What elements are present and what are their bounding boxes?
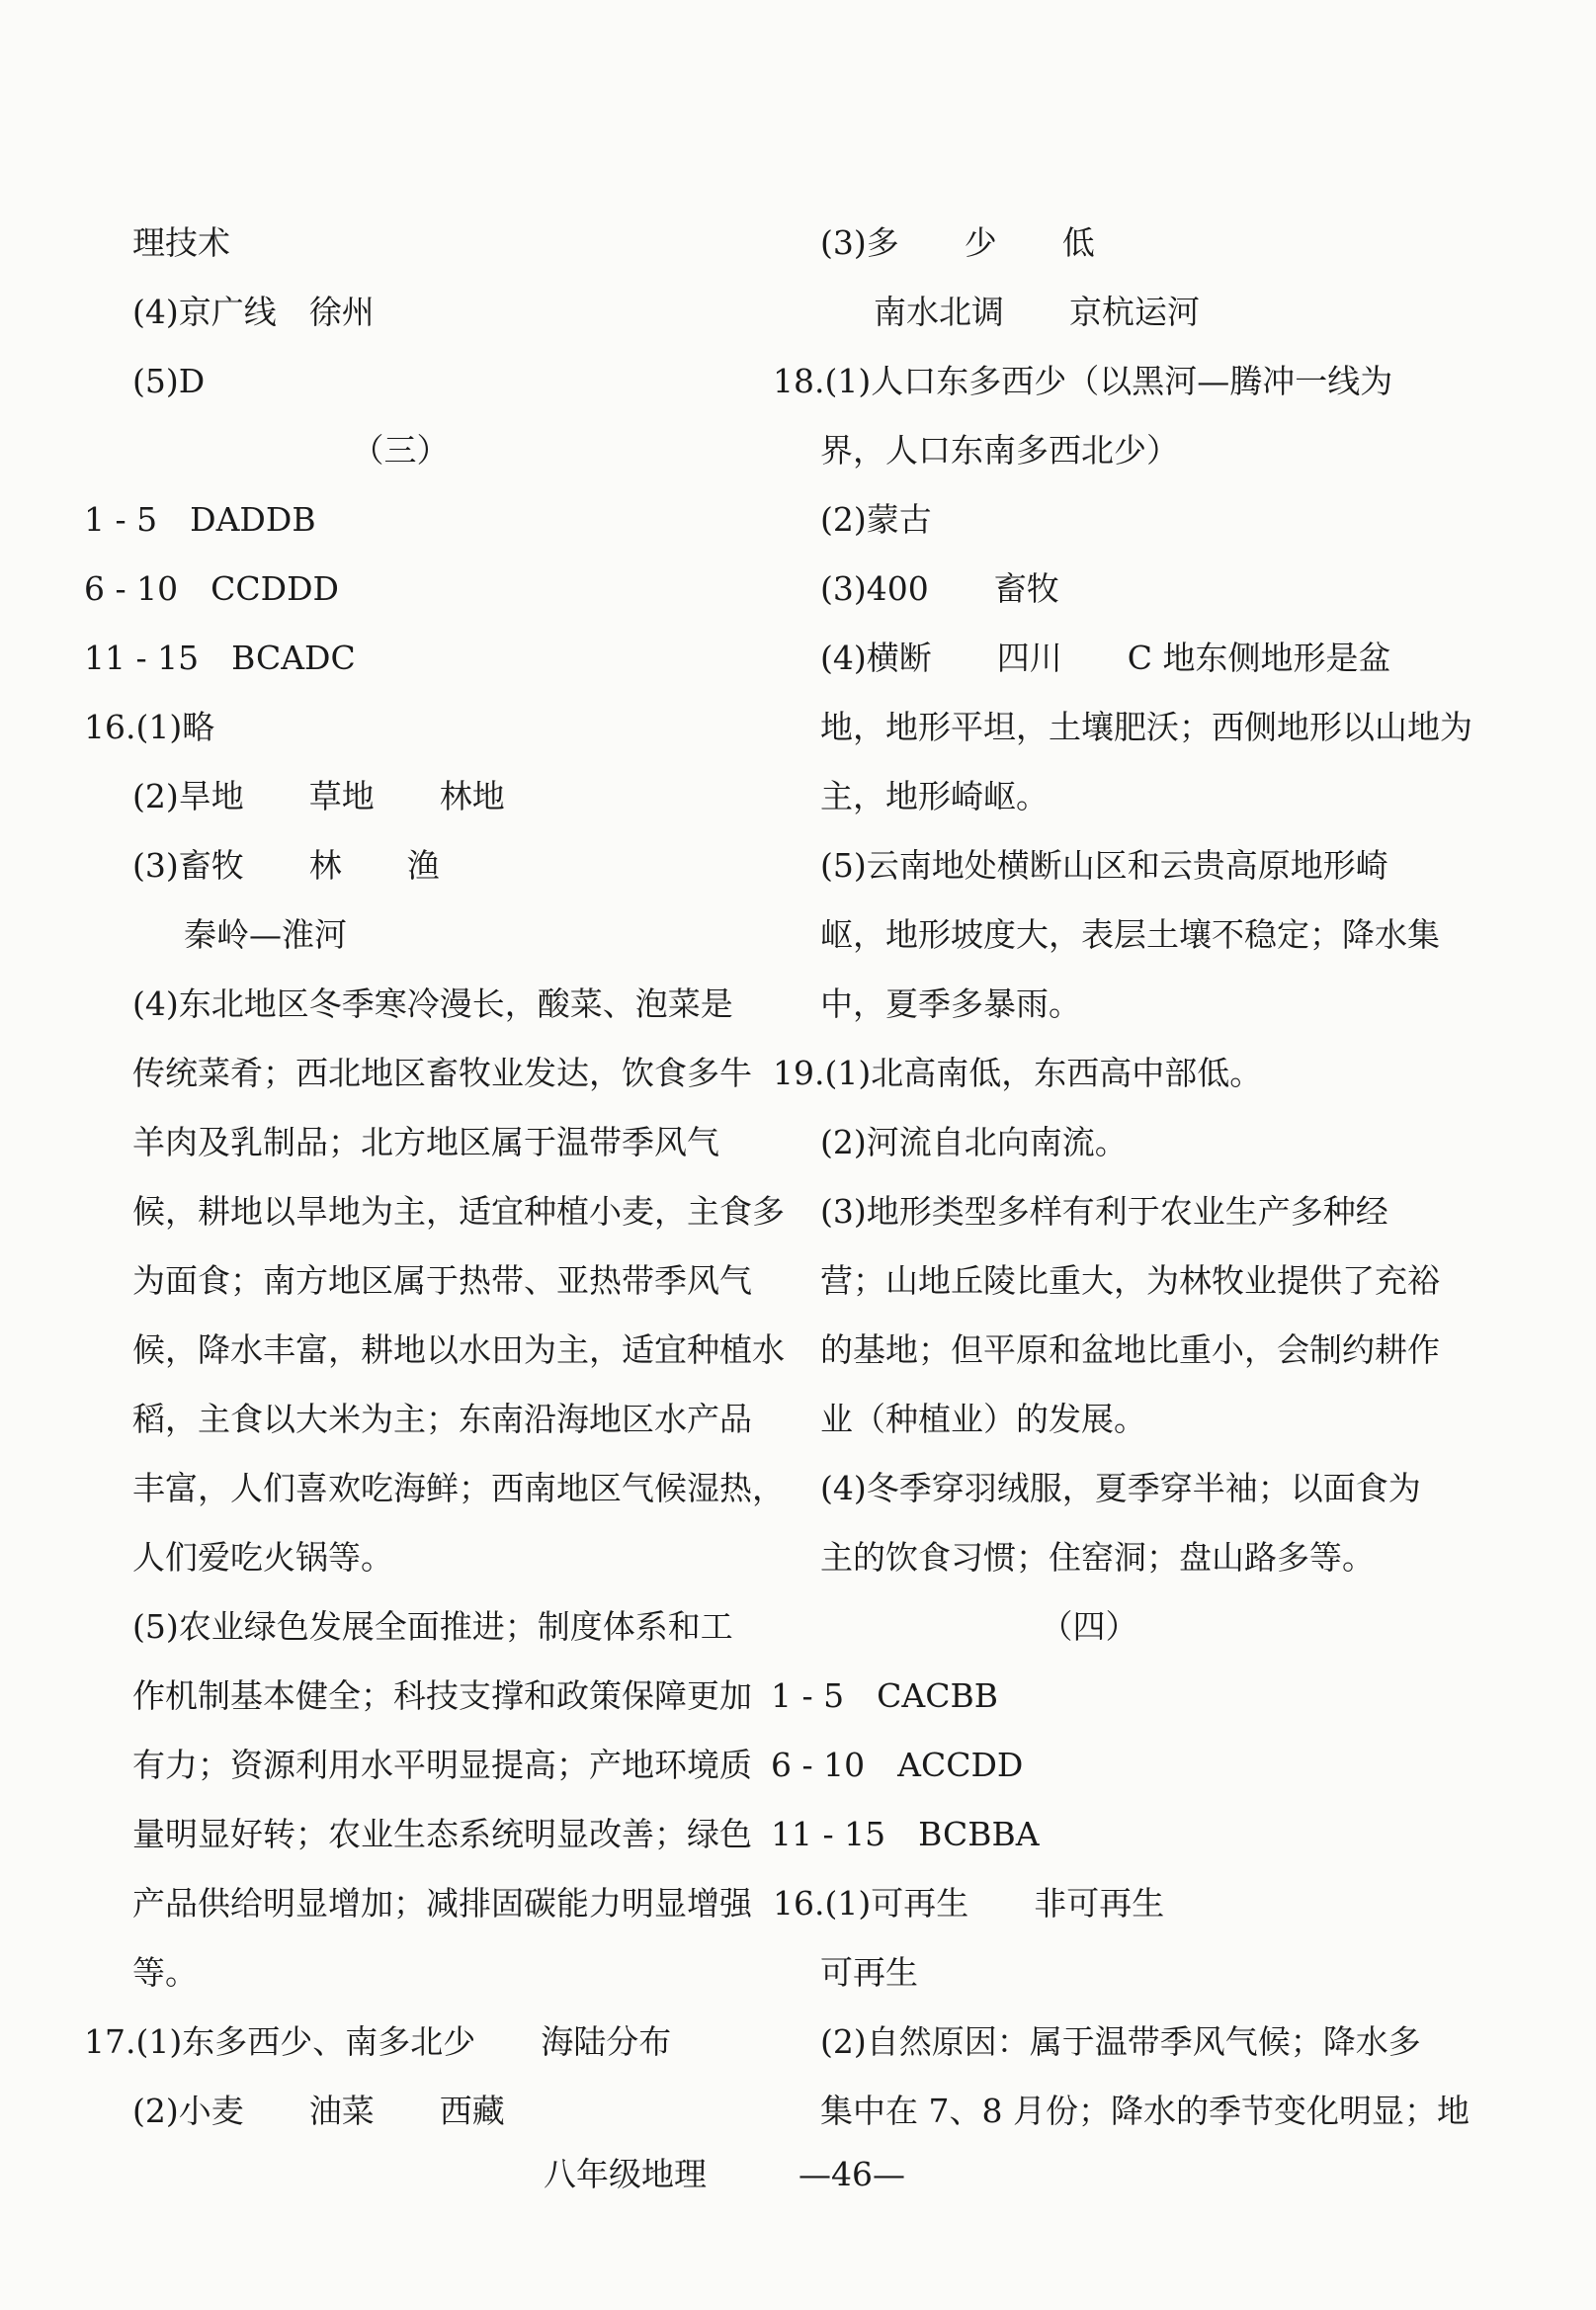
text-line: 集中在 7、8 月份；降水的季节变化明显；地 — [820, 2092, 1470, 2130]
text-line: (2)自然原因：属于温带季风气候；降水多 — [820, 2022, 1421, 2061]
text-line: (2)小麦 油菜 西藏 — [132, 2092, 505, 2130]
text-line: (3)地形类型多样有利于农业生产多种经 — [820, 1192, 1388, 1231]
text-line: 量明显好转；农业生态系统明显改善；绿色 — [132, 1815, 752, 1853]
text-line: 主的饮食习惯；住窑洞；盘山路多等。 — [820, 1538, 1375, 1577]
text-line: 营；山地丘陵比重大，为林牧业提供了充裕 — [820, 1261, 1440, 1300]
section-heading: （三） — [351, 431, 450, 470]
text-line: (3)畜牧 林 渔 — [132, 846, 440, 885]
text-line: 候，耕地以旱地为主，适宜种植小麦，主食多 — [132, 1192, 785, 1231]
footer-subject: 八年级地理 — [544, 2155, 707, 2193]
text-line: 作机制基本健全；科技支撑和政策保障更加 — [132, 1676, 752, 1715]
text-line: 业（种植业）的发展。 — [820, 1400, 1146, 1438]
text-line: (4)东北地区冬季寒冷漫长，酸菜、泡菜是 — [132, 984, 733, 1023]
text-line: (5)D — [132, 362, 206, 400]
text-line: 羊肉及乳制品；北方地区属于温带季风气 — [132, 1123, 719, 1161]
text-line: 可再生 — [820, 1953, 918, 1992]
text-line: 产品供给明显增加；减排固碳能力明显增强 — [132, 1884, 752, 1923]
section-heading: （四） — [1040, 1607, 1138, 1646]
question-line: 19.(1)北高南低，东西高中部低。 — [773, 1054, 1263, 1092]
text-line: 稻，主食以大米为主；东南沿海地区水产品 — [132, 1400, 752, 1438]
text-line: (3)多 少 低 — [820, 223, 1095, 262]
answer-line: 1 - 5 DADDB — [84, 500, 316, 539]
answer-line: 6 - 10 ACCDD — [771, 1746, 1024, 1784]
text-line: (2)旱地 草地 林地 — [132, 777, 505, 815]
text-line: 南水北调 京杭运河 — [874, 293, 1200, 331]
text-line: 岖，地形坡度大，表层土壤不稳定；降水集 — [820, 915, 1440, 954]
question-line: 16.(1)略 — [84, 708, 215, 746]
text-line: 有力；资源利用水平明显提高；产地环境质 — [132, 1746, 752, 1784]
text-line: (2)河流自北向南流。 — [820, 1123, 1128, 1161]
text-line: 的基地；但平原和盆地比重小，会制约耕作 — [820, 1330, 1440, 1369]
question-line: 17.(1)东多西少、南多北少 海陆分布 — [84, 2022, 672, 2061]
answer-line: 11 - 15 BCBBA — [771, 1815, 1040, 1853]
text-line: (5)农业绿色发展全面推进；制度体系和工 — [132, 1607, 733, 1646]
text-line: (4)京广线 徐州 — [132, 293, 375, 331]
text-line: 传统菜肴；西北地区畜牧业发达，饮食多牛 — [132, 1054, 752, 1092]
text-line: 主，地形崎岖。 — [820, 777, 1049, 815]
text-line: 中，夏季多暴雨。 — [820, 984, 1081, 1023]
text-line: 地，地形平坦，土壤肥沃；西侧地形以山地为 — [820, 708, 1472, 746]
question-line: 16.(1)可再生 非可再生 — [773, 1884, 1165, 1923]
answer-line: 11 - 15 BCADC — [84, 639, 356, 677]
text-line: (4)横断 四川 C 地东侧地形是盆 — [820, 639, 1391, 677]
text-line: (4)冬季穿羽绒服，夏季穿半袖；以面食为 — [820, 1469, 1421, 1507]
text-line: 界，人口东南多西北少） — [820, 431, 1179, 470]
text-line: 丰富，人们喜欢吃海鲜；西南地区气候湿热， — [132, 1469, 785, 1507]
text-line: 为面食；南方地区属于热带、亚热带季风气 — [132, 1261, 752, 1300]
text-line: (3)400 畜牧 — [820, 569, 1059, 608]
text-line: 候，降水丰富，耕地以水田为主，适宜种植水 — [132, 1330, 785, 1369]
text-line: 人们爱吃火锅等。 — [132, 1538, 393, 1577]
answer-line: 1 - 5 CACBB — [771, 1676, 998, 1715]
page-number: —46— — [798, 2155, 905, 2193]
answer-line: 6 - 10 CCDDD — [84, 569, 339, 608]
text-line: (5)云南地处横断山区和云贵高原地形崎 — [820, 846, 1388, 885]
text-line: (2)蒙古 — [820, 500, 932, 539]
text-line: 秦岭—淮河 — [184, 915, 347, 954]
text-line: 等。 — [132, 1953, 198, 1992]
question-line: 18.(1)人口东多西少（以黑河—腾冲一线为 — [773, 362, 1393, 400]
text-line: 理技术 — [132, 223, 230, 262]
